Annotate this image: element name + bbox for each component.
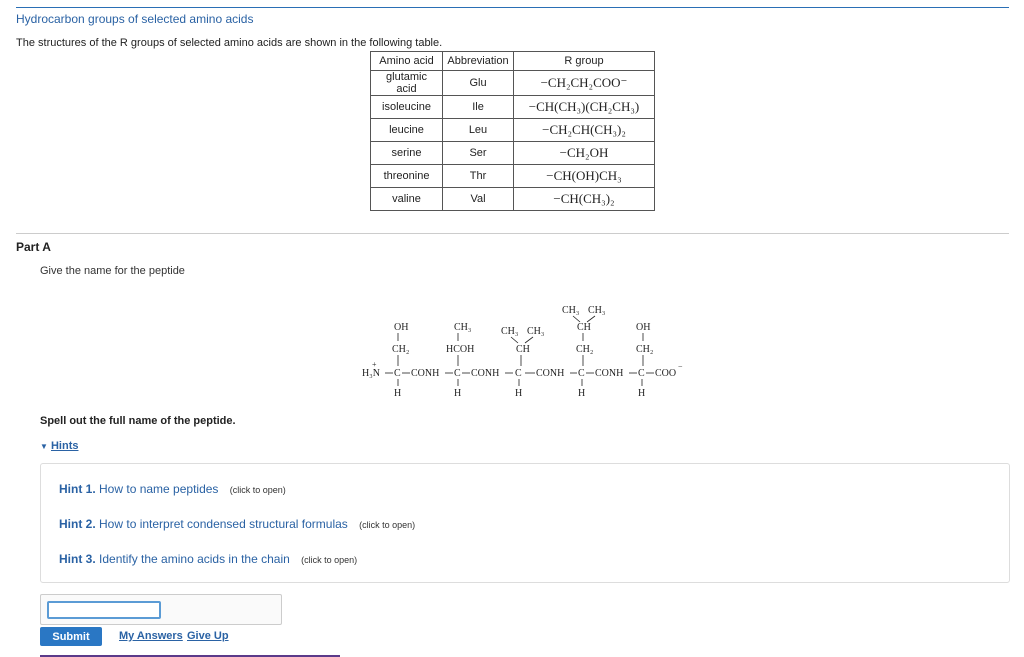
cell-name: valine xyxy=(371,188,443,211)
hints-toggle[interactable] xyxy=(40,440,78,452)
peptide-structure xyxy=(355,300,695,405)
struct-coo: COO xyxy=(655,368,677,379)
table-header-row xyxy=(371,52,655,71)
cell-abbr: Leu xyxy=(443,119,514,142)
table-row xyxy=(371,71,655,96)
cell-rgroup: −CH₂CH(CH₃)₂ xyxy=(514,119,655,142)
hint-number: Hint 3. xyxy=(59,552,96,566)
struct-r2-ch3: CH₃ xyxy=(454,322,472,333)
struct-r3-ch3a: CH₃ xyxy=(501,326,519,337)
hints-label: Hints xyxy=(50,440,79,452)
hint-open-link[interactable]: (click to open) xyxy=(301,555,358,565)
struct-conh1: CONH xyxy=(411,368,440,379)
cell-name: serine xyxy=(371,142,443,165)
give-up-link[interactable]: Give Up xyxy=(187,630,229,642)
struct-r4-ch3a: CH₃ xyxy=(562,305,580,316)
cell-abbr: Thr xyxy=(443,165,514,188)
struct-r5-oh: OH xyxy=(636,322,651,333)
cell-rgroup: −CH(OH)CH₃ xyxy=(514,165,655,188)
struct-coo-charge: − xyxy=(678,362,683,371)
submit-button[interactable]: Submit xyxy=(40,627,102,646)
top-divider xyxy=(16,7,1009,8)
cell-rgroup: −CH(CH₃)₂ xyxy=(514,188,655,211)
cell-abbr: Ser xyxy=(443,142,514,165)
hint-2[interactable] xyxy=(59,517,415,531)
struct-r1-ch2: CH₂ xyxy=(392,344,410,355)
struct-h: H xyxy=(578,388,586,399)
section-divider xyxy=(16,233,1009,234)
struct-h: H xyxy=(515,388,523,399)
col-header-abbreviation: Abbreviation xyxy=(443,52,514,71)
struct-c2: C xyxy=(454,368,461,379)
cell-name: isoleucine xyxy=(371,96,443,119)
cell-abbr: Glu xyxy=(443,71,514,96)
part-a-label: Part A xyxy=(16,240,51,254)
struct-conh4: CONH xyxy=(595,368,624,379)
table-row xyxy=(371,165,655,188)
col-header-amino-acid: Amino acid xyxy=(371,52,443,71)
table-row xyxy=(371,96,655,119)
struct-r2-hcoh: HCOH xyxy=(446,344,475,355)
cell-rgroup: −CH(CH₃)(CH₂CH₃) xyxy=(514,96,655,119)
col-header-r-group: R group xyxy=(514,52,655,71)
struct-r3-ch: CH xyxy=(516,344,530,355)
spell-prompt: Spell out the full name of the peptide. xyxy=(40,415,236,427)
intro-text: The structures of the R groups of selected amino acids are shown in the following table. xyxy=(16,37,443,49)
cell-abbr: Ile xyxy=(443,96,514,119)
cell-rgroup: −CH₂OH xyxy=(514,142,655,165)
hint-text: Identify the amino acids in the chain xyxy=(99,552,290,566)
struct-c4: C xyxy=(578,368,585,379)
table-row xyxy=(371,188,655,211)
part-a-prompt: Give the name for the peptide xyxy=(40,265,185,277)
hint-open-link[interactable]: (click to open) xyxy=(359,520,416,530)
answer-input[interactable] xyxy=(47,601,161,619)
table-row xyxy=(371,142,655,165)
hint-1[interactable] xyxy=(59,482,286,496)
struct-h: H xyxy=(638,388,646,399)
struct-conh3: CONH xyxy=(536,368,565,379)
cell-abbr: Val xyxy=(443,188,514,211)
section-title: Hydrocarbon groups of selected amino acids xyxy=(16,12,254,26)
struct-h3n: H₃N xyxy=(362,368,380,379)
struct-h: H xyxy=(454,388,462,399)
struct-c5: C xyxy=(638,368,645,379)
answer-container xyxy=(40,594,282,625)
cell-rgroup: −CH₂CH₂COO⁻ xyxy=(514,71,655,96)
struct-r1-oh: OH xyxy=(394,322,409,333)
cell-name: threonine xyxy=(371,165,443,188)
hint-open-link[interactable]: (click to open) xyxy=(229,485,286,495)
hint-text: How to name peptides xyxy=(99,482,219,496)
struct-plus: + xyxy=(372,360,377,369)
hint-3[interactable] xyxy=(59,552,357,566)
struct-r4-ch: CH xyxy=(577,322,591,333)
struct-r4-ch2: CH₂ xyxy=(576,344,594,355)
struct-c3: C xyxy=(515,368,522,379)
my-answers-link[interactable]: My Answers xyxy=(119,630,183,642)
struct-r4-ch3b: CH₃ xyxy=(588,305,606,316)
amino-acid-table xyxy=(370,51,655,211)
struct-h: H xyxy=(394,388,402,399)
caret-down-icon: ▼ xyxy=(40,442,48,451)
cell-name: leucine xyxy=(371,119,443,142)
struct-conh2: CONH xyxy=(471,368,500,379)
hints-panel xyxy=(40,463,1010,583)
cell-name: glutamic acid xyxy=(371,71,443,96)
struct-c1: C xyxy=(394,368,401,379)
table-row xyxy=(371,119,655,142)
hint-text: How to interpret condensed structural formulas xyxy=(99,517,348,531)
struct-r3-ch3b: CH₃ xyxy=(527,326,545,337)
struct-r5-ch2: CH₂ xyxy=(636,344,654,355)
hint-number: Hint 1. xyxy=(59,482,96,496)
hint-number: Hint 2. xyxy=(59,517,96,531)
